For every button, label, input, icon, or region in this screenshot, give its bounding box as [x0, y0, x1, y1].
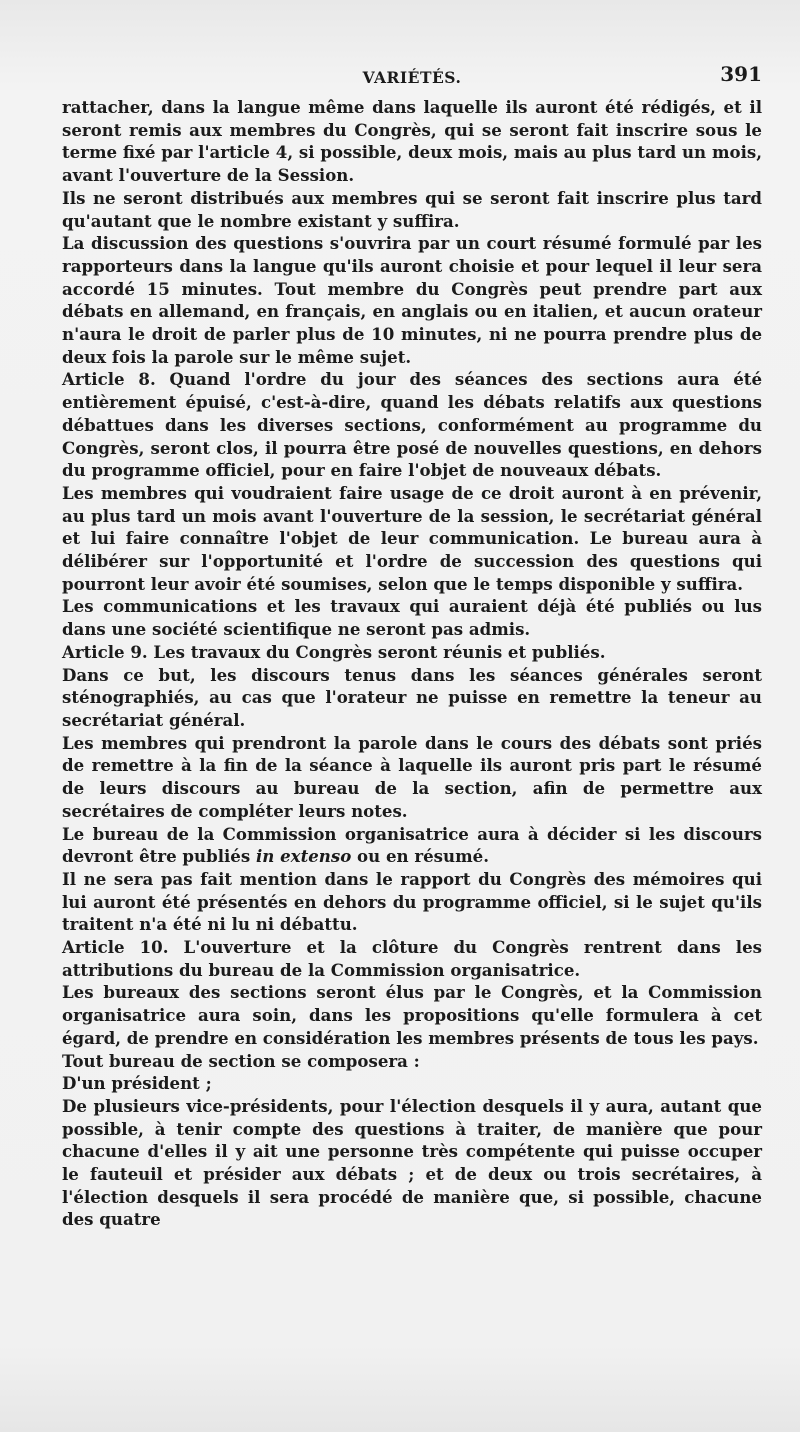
paragraph: Tout bureau de section se composera :	[62, 1050, 420, 1071]
italic-phrase: in extenso	[255, 846, 352, 867]
body-text	[62, 96, 762, 1231]
paragraph: Ils ne seront distribués aux membres qui se seront fait inscrire plus tard qu'autant que le nombre existant y suffira.	[62, 187, 762, 231]
paragraph-article-9: Article 9. Les travaux du Congrès seront réunis et publiés.	[62, 641, 606, 662]
running-title: VARIÉTÉS.	[362, 68, 462, 87]
paragraph-article-8: Article 8. Quand l'ordre du jour des séances des sections aura été entièrement épuisé, c'est-à-dire, quand les débats relatifs aux questions débattues dans les diverses sections, conformément au programme du Congrès, seront clos, il pourra être posé de nouvelles questions, en dehors du programme officiel, pour en faire l'objet de nouveaux débats.	[62, 369, 762, 481]
paragraph: Dans ce but, les discours tenus dans les séances générales seront sténographiés, au cas que l'orateur ne puisse en remettre la teneur au secrétariat général.	[62, 664, 762, 730]
paragraph: De plusieurs vice-présidents, pour l'élection desquels il y aura, autant que possible, à tenir compte des questions à traiter, de manière que pour chacune d'elles il y ait une personne très compétente qui puisse occuper le fauteuil et présider aux débats ; et de deux ou trois secrétaires, à l'élection desquels il sera procédé de manière que, si possible, chacune des quatre	[62, 1095, 762, 1230]
paragraph: Les bureaux des sections seront élus par le Congrès, et la Commission organisatrice aura soin, dans les propositions qu'elle formulera à cet égard, de prendre en considération les membres présents de tous les pays.	[62, 982, 762, 1048]
paragraph: D'un président ;	[62, 1073, 212, 1094]
text-run: Le bureau de la Commission organisatrice aura à décider si les discours devront être publiés	[62, 823, 762, 867]
page-number: 391	[720, 62, 762, 86]
paragraph-article-10: Article 10. L'ouverture et la clôture du Congrès rentrent dans les attributions du bureau de la Commission organisatrice.	[62, 937, 762, 980]
paragraph-continuation: rattacher, dans la langue même dans laquelle ils auront été rédigés, et il seront remis aux membres du Congrès, qui se seront fait inscrire sous le terme fixé par l'article 4, si possible, deux mois, mais au plus tard un mois, avant l'ouverture de la Session.	[62, 97, 762, 186]
paragraph: Il ne sera pas fait mention dans le rapport du Congrès des mémoires qui lui auront été présentés en dehors du programme officiel, si le sujet qu'ils traitent n'a été ni lu ni débattu.	[62, 868, 762, 935]
paragraph	[62, 823, 762, 868]
paragraph: Les membres qui prendront la parole dans le cours des débats sont priés de remettre à la fin de la séance à laquelle ils auront pris part le résumé de leurs discours au bureau de la section, afin de permettre aux secrétaires de compléter leurs notes.	[62, 732, 762, 821]
page-header	[62, 62, 762, 92]
paragraph: La discussion des questions s'ouvrira par un court résumé formulé par les rapporteurs dans la langue qu'ils auront choisie et pour lequel il leur sera accordé 15 minutes. Tout membre du Congrès peut prendre part aux débats en allemand, en français, en anglais ou en italien, et aucun orateur n'aura le droit de parler plus de 10 minutes, ni ne pourra prendre plus de deux fois la parole sur le même sujet.	[62, 233, 762, 367]
paragraph: Les communications et les travaux qui auraient déjà été publiés ou lus dans une société scientifique ne seront pas admis.	[62, 596, 762, 640]
text-run: ou en résumé.	[351, 846, 489, 867]
paragraph: Les membres qui voudraient faire usage de ce droit auront à en prévenir, au plus tard un mois avant l'ouverture de la session, le secrétariat général et lui faire connaître l'objet de leur communication. Le bureau aura à délibérer sur l'opportunité et l'ordre de succession des questions qui pourront leur avoir été soumises, selon que le temps disponible y suffira.	[62, 482, 762, 594]
